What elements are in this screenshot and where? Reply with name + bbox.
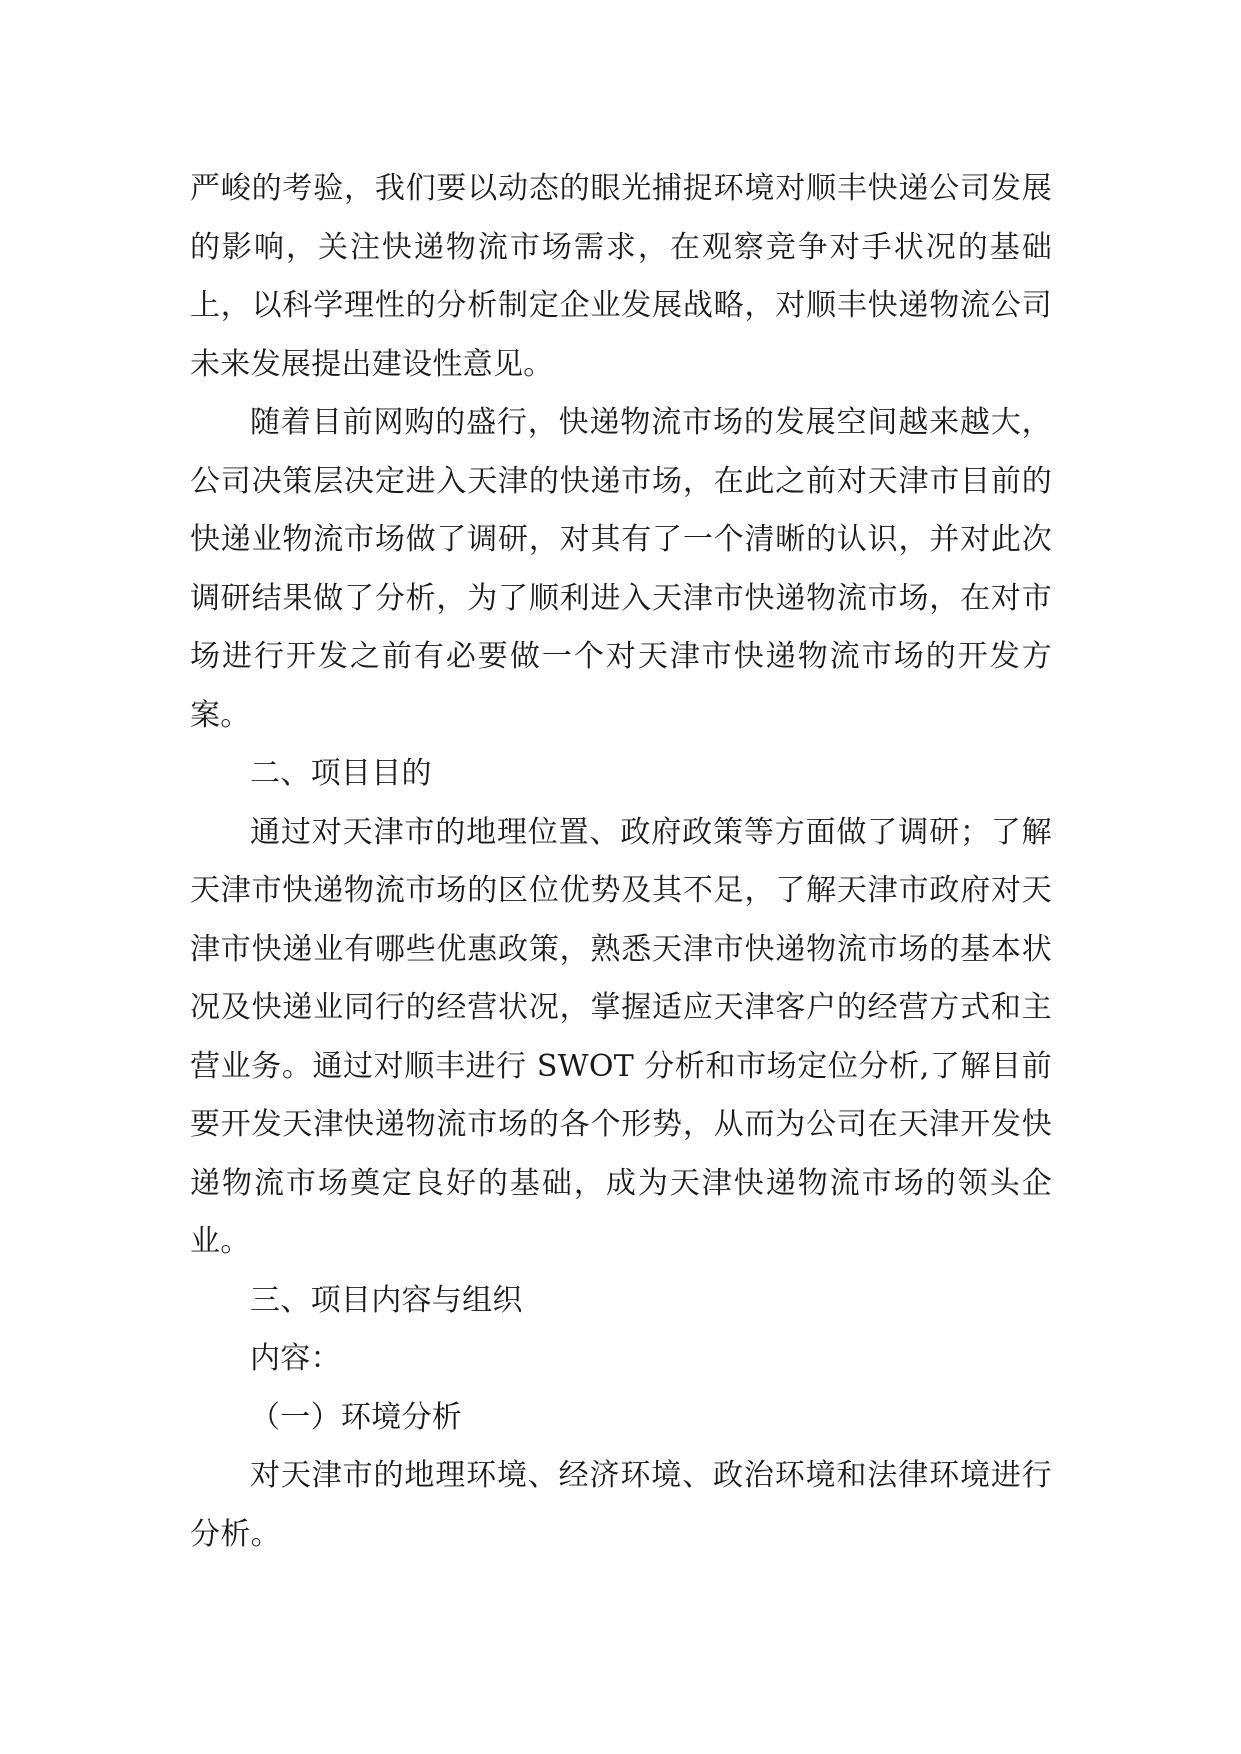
- document-body: [190, 160, 1052, 1564]
- paragraph-project-purpose: 通过对天津市的地理位置、政府政策等方面做了调研；了解天津市快递物流市场的区位优势及其不足，了解天津市政府对天津市快递业有哪些优惠政策，熟悉天津市快递物流市场的基本状况及快递业同行的经营状况，掌握适应天津客户的经营方式和主营业务。通过对顺丰进行 SWOT 分析和市场定位分析,了解目前要开发天津快递物流市场的各个形势，从而为公司在天津开发快递物流市场奠定良好的基础，成为天津快递物流市场的领头企业。: [190, 814, 1052, 1259]
- label-content: 内容：: [250, 1341, 341, 1376]
- paragraph-background: 随着目前网购的盛行，快递物流市场的发展空间越来越大，公司决策层决定进入天津的快递市场，在此之前对天津市目前的快递业物流市场做了调研，对其有了一个清晰的认识，并对此次调研结果做了分析，为了顺利进入天津市快递物流市场，在对市场进行开发之前有必要做一个对天津市快递物流市场的开发方案。: [190, 405, 1052, 733]
- section-heading-project-purpose: 二、项目目的: [250, 756, 432, 791]
- paragraph-environment-analysis: 对天津市的地理环境、经济环境、政治环境和法律环境进行分析。: [190, 1458, 1052, 1552]
- paragraph-continuation: 严峻的考验，我们要以动态的眼光捕捉环境对顺丰快递公司发展的影响，关注快递物流市场需求，在观察竞争对手状况的基础上，以科学理性的分析制定企业发展战略，对顺丰快递物流公司未来发展提出建设性意见。: [190, 171, 1052, 382]
- subheading-environment-analysis: （一）环境分析: [250, 1399, 463, 1435]
- section-heading-project-content: 三、项目内容与组织: [250, 1282, 523, 1318]
